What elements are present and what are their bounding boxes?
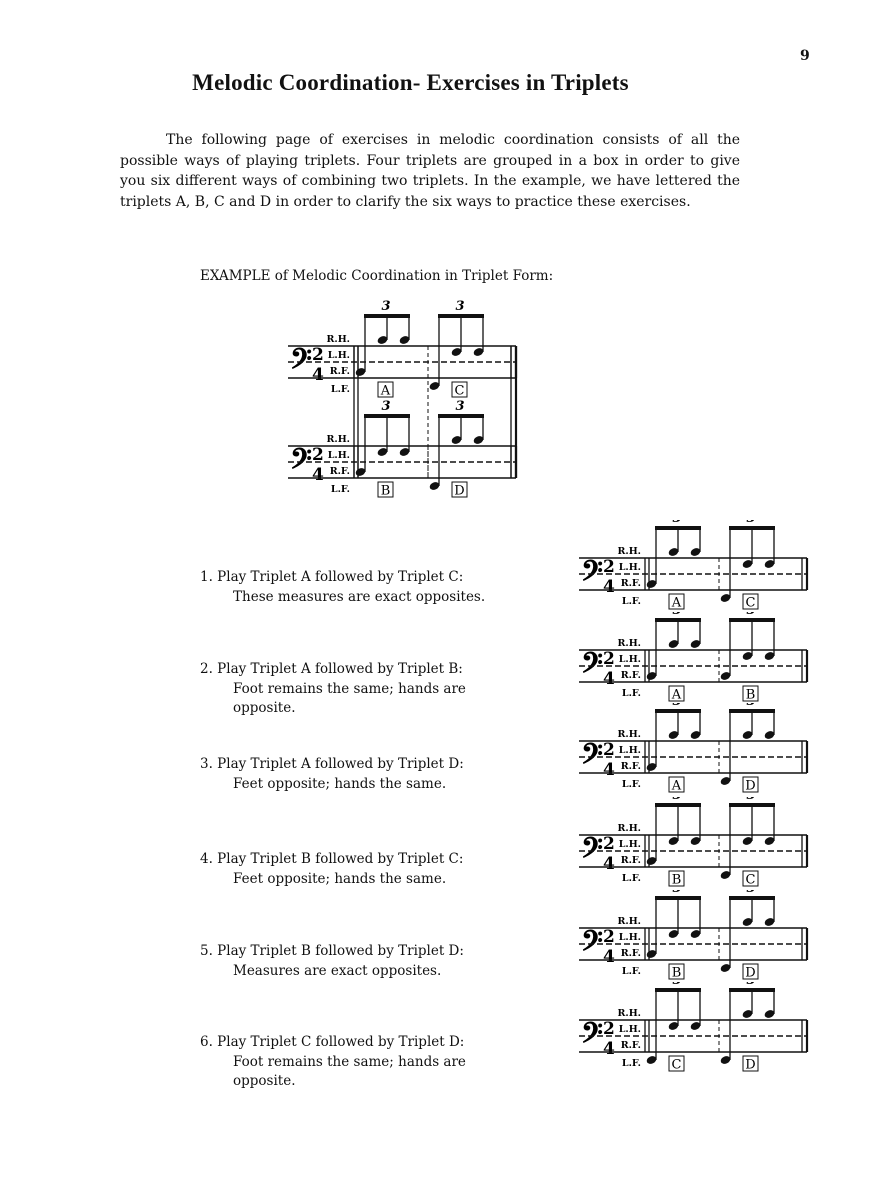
exercise-instruction: Play Triplet B followed by Triplet C: [217, 851, 464, 867]
label-lf: L.F. [621, 688, 641, 699]
bass-clef-icon: 𝄢 [581, 647, 603, 687]
example-label: EXAMPLE of Melodic Coordination in Triplet Form: [200, 268, 554, 284]
bass-clef-icon: 𝄢 [581, 555, 603, 595]
intro-text: The following page of exercises in melodic coordination consists of all the possible ways of playing triplets. Four triplets are grouped in a box in order to give you six different ways of combining two triplets. In the example, we have lettered the triplets A, B, C and D in order to clarify the six ways to practice these exercises. [120, 132, 740, 210]
time-signature-bottom: 4 [603, 760, 615, 780]
exercise-instruction: Play Triplet A followed by Triplet B: [217, 661, 463, 677]
label-rf: R.F. [329, 466, 350, 477]
page-title-text: Melodic Coordination- Exercises in Triplets [192, 70, 629, 95]
staff-row [288, 399, 516, 499]
exercise-description-continued: opposite. [233, 700, 296, 716]
exercise-staff-svg [575, 612, 815, 704]
beam [729, 618, 775, 622]
beam [729, 988, 775, 992]
tuplet-number: 3 [455, 300, 465, 314]
tuplet-number [746, 612, 755, 618]
triplet-letter: D [745, 1057, 756, 1073]
tuplet-number [672, 703, 681, 709]
label-lf: L.F. [621, 596, 641, 607]
time-signature-top: 2 [603, 834, 615, 854]
beam [655, 526, 701, 530]
label-rh: R.H. [617, 546, 641, 557]
page-number: 9 [800, 48, 810, 64]
triplet-letter: C [454, 383, 465, 399]
label-lh: L.H. [618, 745, 641, 756]
exercise-number: 1. [200, 569, 218, 585]
exercise-instruction: Play Triplet A followed by Triplet D: [217, 756, 464, 772]
exercise-staff [575, 520, 815, 617]
label-rf: R.F. [620, 578, 641, 589]
tuplet-number [672, 612, 681, 618]
exercise-instruction: Play Triplet C followed by Triplet D: [217, 1034, 465, 1050]
tuplet-number [672, 890, 681, 896]
bass-clef-icon: 𝄢 [290, 443, 312, 483]
exercise-number: 6. [200, 1034, 218, 1050]
exercise-description: Foot remains the same; hands are [233, 680, 466, 697]
page-title [0, 70, 871, 96]
triplet-letter: C [745, 595, 756, 611]
bass-clef-icon: 𝄢 [290, 343, 312, 383]
tuplet-number [746, 890, 755, 896]
triplet-letter: A [671, 595, 682, 611]
exercise-item [200, 1033, 466, 1092]
exercise-staff-svg [575, 890, 815, 982]
exercise-description: Feet opposite; hands the same. [233, 775, 447, 792]
label-rh: R.H. [617, 916, 641, 927]
triplet-letter: C [671, 1057, 682, 1073]
exercise-item [200, 942, 464, 981]
triplet-letter: B [380, 483, 391, 499]
tuplet-number [672, 520, 681, 526]
time-signature-top: 2 [603, 1019, 615, 1039]
label-lf: L.F. [330, 384, 350, 395]
beam [729, 803, 775, 807]
tuplet-number [746, 703, 755, 709]
triplet-letter: A [671, 778, 682, 794]
time-signature-bottom: 4 [603, 947, 615, 967]
triplet-letter: B [671, 965, 682, 981]
triplet-letter: B [671, 872, 682, 888]
triplet-letter: B [745, 687, 756, 703]
beam [729, 896, 775, 900]
time-signature-bottom: 4 [312, 365, 324, 385]
time-signature-top: 2 [603, 557, 615, 577]
exercise-staff [575, 797, 815, 894]
beam [364, 314, 410, 318]
time-signature-bottom: 4 [603, 669, 615, 689]
label-rh: R.H. [617, 638, 641, 649]
staff-row [579, 520, 807, 611]
exercise-item [200, 660, 466, 719]
beam [655, 709, 701, 713]
label-lh: L.H. [618, 839, 641, 850]
time-signature-bottom: 4 [312, 465, 324, 485]
label-lh: L.H. [618, 1024, 641, 1035]
label-rh: R.H. [326, 434, 350, 445]
tuplet-number: 3 [455, 399, 465, 414]
bass-clef-icon: 𝄢 [581, 738, 603, 778]
tuplet-number [746, 520, 755, 526]
staff-row [579, 890, 807, 981]
label-rf: R.F. [620, 761, 641, 772]
exercise-instruction: Play Triplet A followed by Triplet C: [217, 569, 464, 585]
triplet-letter: C [745, 872, 756, 888]
time-signature-bottom: 4 [603, 854, 615, 874]
time-signature-top: 2 [312, 445, 324, 465]
exercise-instruction: Play Triplet B followed by Triplet D: [217, 943, 464, 959]
exercise-staff-svg [575, 982, 815, 1074]
label-lf: L.F. [330, 484, 350, 495]
exercise-number: 2. [200, 661, 218, 677]
tuplet-number: 3 [381, 300, 391, 314]
beam [364, 414, 410, 418]
exercise-number: 5. [200, 943, 218, 959]
label-rf: R.F. [620, 1040, 641, 1051]
exercise-staff-svg [575, 703, 815, 795]
label-lf: L.F. [621, 873, 641, 884]
intro-paragraph [120, 130, 740, 212]
beam [655, 896, 701, 900]
exercise-staff-svg [575, 520, 815, 612]
triplet-letter: D [745, 965, 756, 981]
label-rh: R.H. [617, 729, 641, 740]
label-rf: R.F. [620, 948, 641, 959]
staff-row [579, 703, 807, 794]
exercise-staff [575, 982, 815, 1079]
time-signature-top: 2 [312, 345, 324, 365]
label-rh: R.H. [617, 823, 641, 834]
exercise-number: 3. [200, 756, 218, 772]
beam [438, 314, 484, 318]
beam [655, 988, 701, 992]
label-lh: L.H. [327, 450, 350, 461]
bass-clef-icon: 𝄢 [581, 832, 603, 872]
exercise-staff [575, 612, 815, 709]
beam [729, 709, 775, 713]
label-lf: L.F. [621, 779, 641, 790]
label-lh: L.H. [327, 350, 350, 361]
staff-row [288, 300, 516, 399]
tuplet-number: 3 [381, 399, 391, 414]
exercise-description-continued: opposite. [233, 1073, 296, 1089]
beam [655, 618, 701, 622]
time-signature-top: 2 [603, 649, 615, 669]
bass-clef-icon: 𝄢 [581, 925, 603, 965]
label-rh: R.H. [326, 334, 350, 345]
exercise-description: These measures are exact opposites. [233, 588, 486, 605]
exercise-staff [575, 890, 815, 987]
tuplet-number [746, 797, 755, 803]
exercise-item [200, 568, 485, 607]
example-staff-system [280, 300, 530, 520]
tuplet-number [672, 982, 681, 988]
label-rf: R.F. [620, 670, 641, 681]
triplet-letter: D [745, 778, 756, 794]
time-signature-top: 2 [603, 927, 615, 947]
beam [438, 414, 484, 418]
beam [729, 526, 775, 530]
label-rf: R.F. [620, 855, 641, 866]
label-lf: L.F. [621, 1058, 641, 1069]
exercise-number: 4. [200, 851, 218, 867]
label-rh: R.H. [617, 1008, 641, 1019]
beam [655, 803, 701, 807]
tuplet-number [746, 982, 755, 988]
staff-row [579, 982, 807, 1073]
label-lf: L.F. [621, 966, 641, 977]
example-notation [280, 300, 530, 525]
exercise-staff-svg [575, 797, 815, 889]
exercise-description: Measures are exact opposites. [233, 962, 442, 979]
label-lh: L.H. [618, 932, 641, 943]
staff-row [579, 797, 807, 888]
time-signature-bottom: 4 [603, 577, 615, 597]
exercise-staff [575, 703, 815, 800]
label-rf: R.F. [329, 366, 350, 377]
exercise-description: Feet opposite; hands the same. [233, 870, 447, 887]
tuplet-number [672, 797, 681, 803]
staff-row [579, 612, 807, 703]
triplet-letter: D [454, 483, 465, 499]
triplet-letter: A [380, 383, 391, 399]
bass-clef-icon: 𝄢 [581, 1017, 603, 1057]
time-signature-top: 2 [603, 740, 615, 760]
triplet-letter: A [671, 687, 682, 703]
exercise-item [200, 755, 464, 794]
label-lh: L.H. [618, 654, 641, 665]
label-lh: L.H. [618, 562, 641, 573]
time-signature-bottom: 4 [603, 1039, 615, 1059]
exercise-description: Foot remains the same; hands are [233, 1053, 466, 1070]
exercise-item [200, 850, 463, 889]
